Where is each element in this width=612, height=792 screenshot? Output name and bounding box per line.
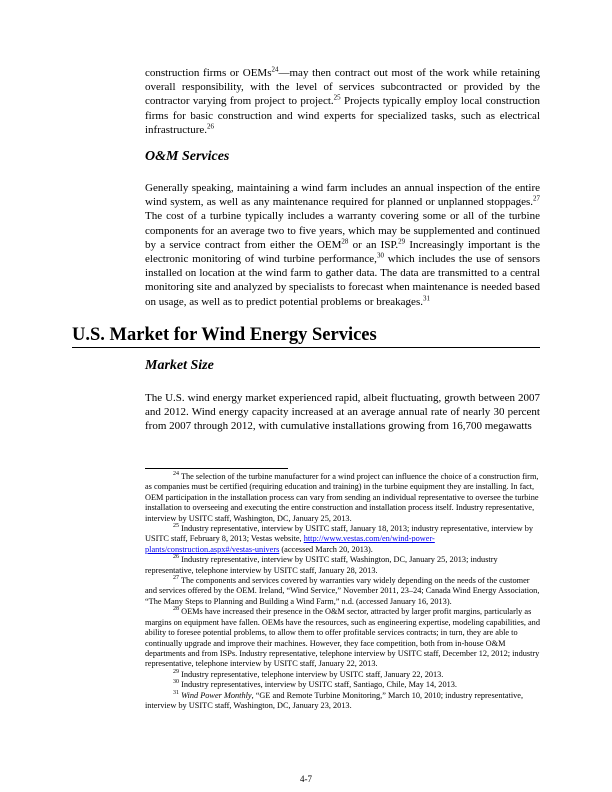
text-run: Projects typically employ local construction firms for basic construction and wind experts for specialized tasks, such as electrical infrastructure. [145, 95, 540, 136]
page-number: 4-7 [300, 774, 312, 784]
text-run: The cost of a turbine typically includes a warranty covering some or all of the turbine components for an average two to five years, which may be supplemented and continued by a service contract from either the OEM [145, 210, 540, 251]
text-run: Generally speaking, maintaining a wind farm includes an annual inspection of the entire wind system, as well as any maintenance required for planned or unplanned stoppages. [145, 182, 540, 209]
footnote-25 [145, 524, 541, 555]
footnote-number: 25 [173, 523, 179, 530]
footnote-26 [145, 555, 541, 576]
footnote-number: 31 [173, 689, 179, 696]
text-run: Industry representative, interview by USITC staff, January 18, 2013; industry representative, interview by USITC staff, February 8, 2013; Vestas website, [145, 524, 533, 544]
footnotes [145, 472, 541, 711]
footnote-reference[interactable]: 25 [333, 93, 341, 102]
text-run: —may then contract out most of the work while retaining overall responsibility, with the level of services subcontracted or provided by the contractor varying from project to project. [145, 67, 541, 108]
footnote-number: 27 [173, 575, 179, 582]
footnote-reference[interactable]: 31 [422, 293, 430, 302]
footnote-31 [145, 691, 541, 712]
paragraph-om-services [145, 181, 540, 309]
section-heading-om-services: O&M Services [145, 149, 230, 164]
footnote-reference[interactable]: 28 [341, 237, 349, 246]
text-run: , “GE and Remote Turbine Monitoring,” March 10, 2010; industry representative, interview by USITC staff, Washington, DC, January 23, 2013. [145, 690, 524, 710]
chapter-heading: U.S. Market for Wind Energy Services [72, 325, 540, 348]
text-run: The U.S. wind energy market experienced rapid, albeit fluctuating, growth between 2007 and 2012. Wind energy capacity increased at an average annual rate of nearly 30 percent from 2007 through 2012, with cumulative installations growing from 16,700 megawatts [145, 392, 540, 433]
text-run: which includes the use of sensors installed on location at the wind farm to gather data. The data are transmitted to a central monitoring site and analyzed by specialists to forecast when maintenance is needed based on usage, as well as to predict potential problems or breakages. [145, 253, 540, 308]
section-heading-market-size: Market Size [145, 358, 214, 373]
text-run: Industry representative, interview by USITC staff, Washington, DC, January 25, 2013; industry representative, telephone interview by USITC staff, January 28, 2013. [145, 555, 498, 575]
footnote-number: 28 [173, 606, 179, 613]
footnote-30 [145, 680, 541, 690]
footnote-28 [145, 607, 541, 669]
text-run: or an ISP. [348, 238, 399, 251]
text-run: Increasingly important is the electronic monitoring of wind turbine performance, [145, 238, 540, 266]
footnote-29 [145, 670, 541, 680]
text-run: The selection of the turbine manufacturer for a wind project can influence the choice of a construction firm, as companies must be certified (requiring education and training) in the turbine equipment they are installing. In fact, OEM participation in the installation process can vary from sending an individual representative to oversee the turbine installation to overseeing and executing the entire construction and installation process itself. Industry representative, interview by USITC staff, Washington, DC, January 25, 2013. [145, 472, 539, 523]
italic-title: Wind Power Monthly [181, 690, 252, 700]
text-run: OEMs have increased their presence in the O&M sector, attracted by larger profit margins, particularly as margins on equipment have fallen. OEMs have the resources, such as engineering expertise, modeling capabilities, and ability to foresee potential problems, to allow them to offer profitable services contracts; in turn, they are able to continually upgrade and improve their machines. However, they face competition, both from in-house O&M departments and from ISPs. Industry representative, telephone interview by USITC staff, December 12, 2012; industry representative, telephone interview by USITC staff, January 22, 2013. [145, 607, 540, 669]
footnote-24 [145, 472, 541, 524]
footnote-number: 26 [173, 554, 179, 561]
footnote-reference[interactable]: 29 [398, 237, 406, 246]
paragraph-market-size [145, 391, 540, 434]
footnote-number: 29 [173, 668, 179, 675]
footnote-number: 30 [173, 679, 179, 686]
text-run: The components and services covered by warranties vary widely depending on the needs of the customer and services offered by the OEM. Ireland, “Wind Service,” November 2011, 23–24; Canada Wind Energy Association, “The Many Steps to Planning and Building a Wind Farm,” n.d. (accessed January 16, 2013). [145, 576, 540, 606]
text-run: construction firms or OEMs [145, 67, 272, 79]
footnote-reference[interactable]: 26 [207, 122, 214, 131]
text-run: (accessed March 20, 2013). [279, 544, 373, 554]
footnote-reference[interactable]: 30 [376, 251, 384, 260]
footnote-reference[interactable]: 24 [271, 65, 279, 74]
paragraph-construction [145, 66, 540, 137]
footnote-reference[interactable]: 27 [533, 194, 540, 203]
footnote-link[interactable]: http://www.vestas.com/en/wind-power-plants/construction.aspx#/vestas-univers [145, 534, 435, 554]
footnote-divider [145, 468, 288, 469]
footnote-27 [145, 576, 541, 607]
footnote-number: 24 [173, 471, 179, 478]
text-run: Industry representative, telephone interview by USITC staff, January 22, 2013. [181, 669, 444, 679]
text-run: Industry representatives, interview by USITC staff, Santiago, Chile, May 14, 2013. [181, 680, 457, 690]
